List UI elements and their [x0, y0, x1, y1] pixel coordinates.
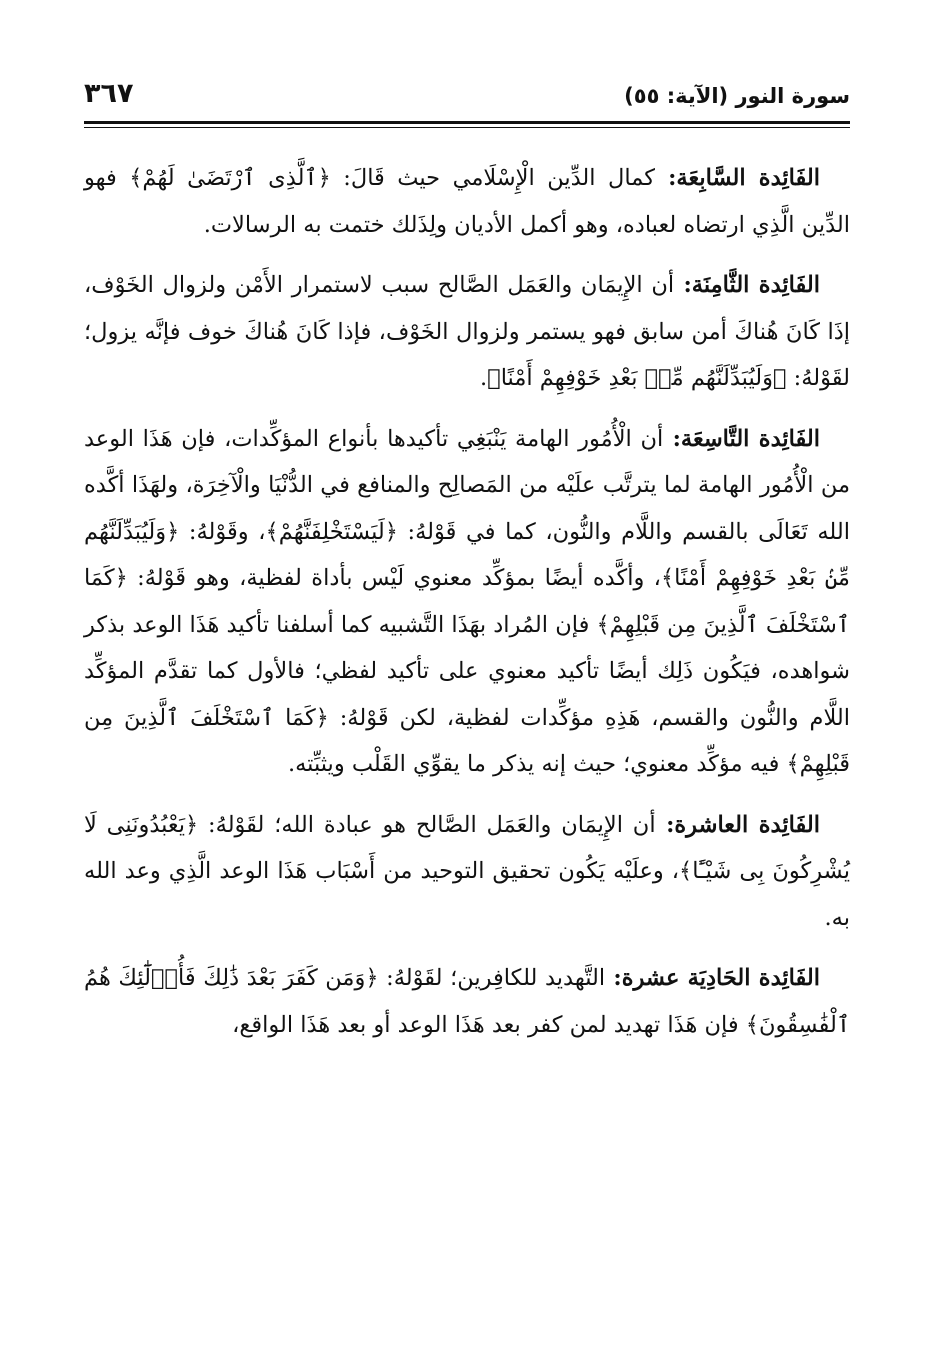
benefit-heading: الفَائِدة السَّابِعَة:: [654, 165, 820, 191]
benefit-paragraph: [84, 155, 850, 248]
benefit-heading: الفَائِدة الثَّامِنَة:: [674, 272, 820, 298]
benefit-heading: الفَائِدة العاشرة:: [655, 811, 820, 838]
benefit-paragraph: [84, 416, 850, 788]
benefit-paragraph: [84, 955, 850, 1048]
benefit-text: التَّهديد للكافِرين؛ لقَوْلهُ: ﴿وَمَن كَفَرَ بَعْدَ ذَٰلِكَ فَأُو۟لَٰٓئِكَ هُمُ ٱلْفَٰسِقُونَ﴾ فإن هَذَا تهديد لمن كفر بعد هَذَا الوعد أو بعد هَذَا الواقع،: [84, 965, 850, 1038]
benefit-paragraph: [84, 802, 850, 942]
page-body: [84, 155, 850, 1062]
header-rule-thin: [84, 127, 850, 128]
benefit-paragraph: [84, 262, 850, 402]
benefit-text: أن الْأُمُور الهامة يَنْبَغِي تأكيدها بأنواع المؤكِّدات، فإن هَذَا الوعد من الْأُمُور الهامة لما يترتَّب علَيْه من المَصالِح والمنافع في الدُّنْيَا والْآخِرَة، ولهَذَا أكَّده الله تَعَالَى بالقسم واللَّام والنُّون، كما في قَوْلهُ: ﴿لَيَسْتَخْلِفَنَّهُمْ﴾، وقَوْلهُ: ﴿وَلَيُبَدِّلَنَّهُم مِّنۢ بَعْدِ خَوْفِهِمْ أَمْنًا﴾، وأكَّده أيضًا بمؤكِّد معنوي لَيْس بأداة لفظية، وهو قَوْلهُ: ﴿كَمَا ٱسْتَخْلَفَ ٱلَّذِينَ مِن قَبْلِهِمْ﴾ فإن المُراد بهَذَا التَّشبيه كما أسلفنا تأكيد هَذَا الوعد بذكر شواهده، فيَكُون ذَلِك أيضًا تأكيد معنوي على تأكيد لفظي؛ فالأول كما تقدَّم المؤكِّد اللَّام والنُّون والقسم، هَذِهِ مؤكِّدات لفظية، لكن قَوْلهُ: ﴿كَمَا ٱسْتَخْلَفَ ٱلَّذِينَ مِن قَبْلِهِمْ﴾ فيه مؤكِّد معنوي؛ حيث إنه يذكر ما يقوِّي القَلْب ويثبِّته.: [84, 425, 850, 777]
benefit-text: كمال الدِّين الْإِسْلَامي حيث قَالَ: ﴿ٱلَّذِى ٱرْتَضَىٰ لَهُمْ﴾ فهو الدِّين الَّذِي ارتضاه لعباده، وهو أكمل الأديان ولِذَلك ختمت به الرسالات.: [84, 165, 850, 238]
surah-title: سورة النور (الآية: ٥٥): [624, 84, 850, 108]
benefit-heading: الفَائِدة التَّاسِعَة:: [663, 425, 820, 452]
benefit-text: أن الإِيمَان والعَمَل الصَّالح هو عبادة الله؛ لقَوْلهُ: ﴿يَعْبُدُونَنِى لَا يُشْرِكُونَ بِى شَيْـًٔا﴾، وعلَيْه يَكُون تحقيق التوحيد من أَسْبَاب هَذَا الوعد الَّذِي وعد الله به.: [84, 811, 850, 931]
benefit-heading: الفَائِدة الحَادِيَة عشرة:: [605, 965, 820, 991]
page-header: [84, 78, 850, 122]
page-number: ٣٦٧: [84, 78, 134, 109]
header-rule-thick: [84, 121, 850, 124]
benefit-text: أن الإِيمَان والعَمَل الصَّالح سبب لاستمرار الأَمْن ولزوال الخَوْف، إذَا كَانَ هُناكَ أمن سابق فهو يستمر ولزوال الخَوْف، فإذا كَانَ هُناكَ خوف فإنَّه يزول؛ لقَوْلهُ: ﴿وَلَيُبَدِّلَنَّهُم مِّنۢ بَعْدِ خَوْفِهِمْ أَمْنًا﴾.: [84, 272, 850, 391]
